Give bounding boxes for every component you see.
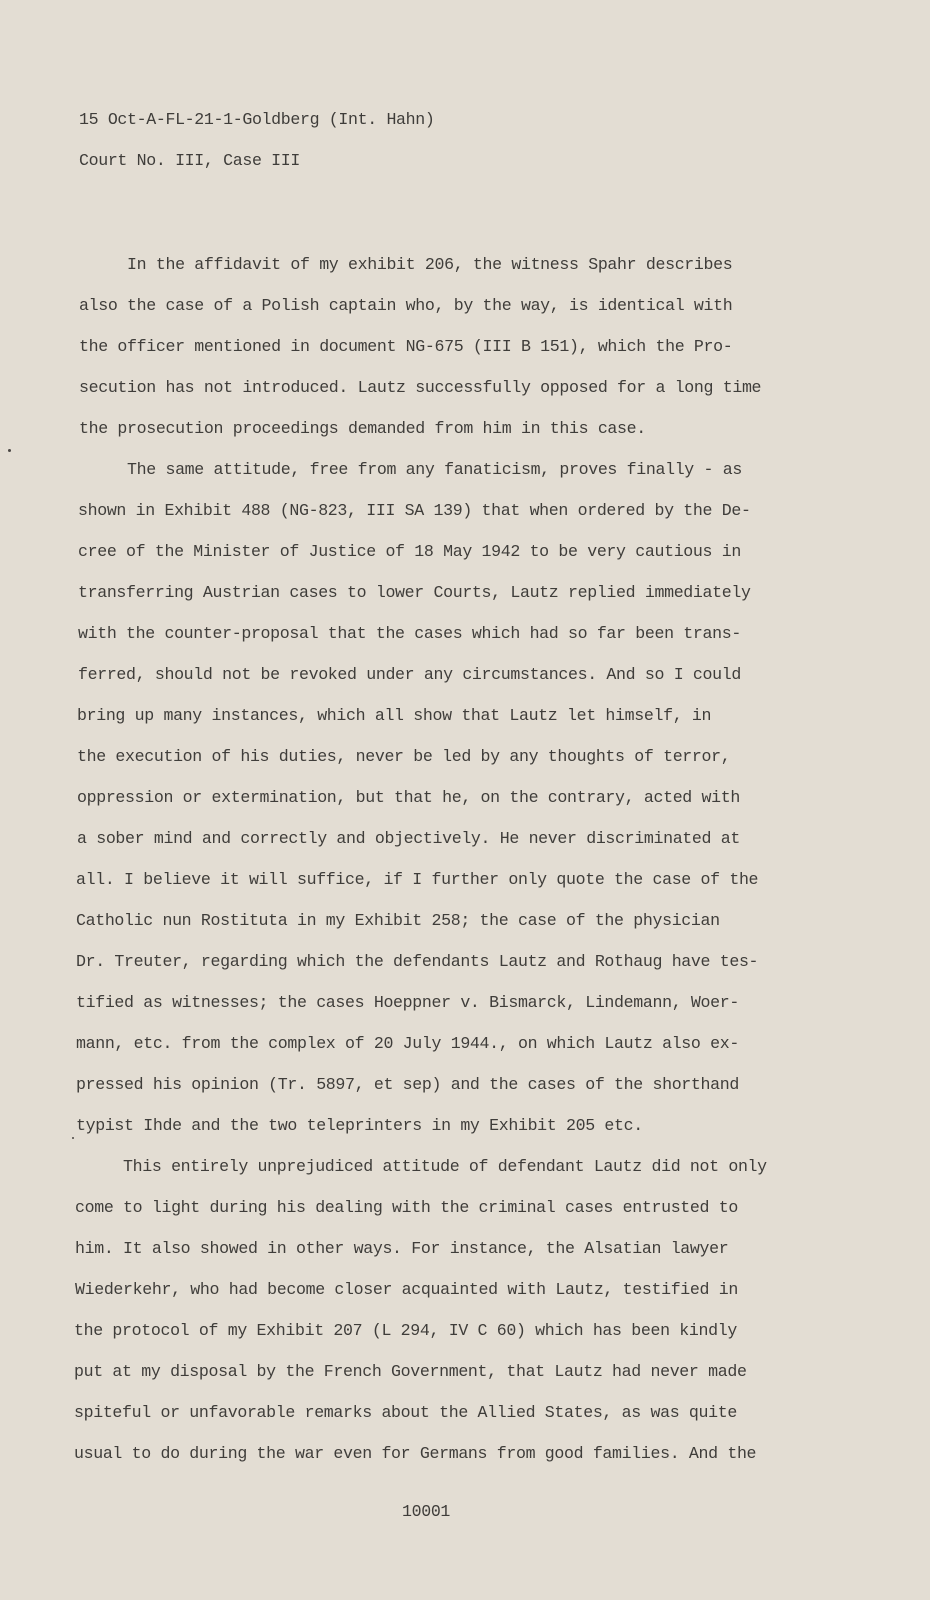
body-line: all. I believe it will suffice, if I further only quote the case of the bbox=[76, 870, 759, 889]
body-line: oppression or extermination, but that he, on the contrary, acted with bbox=[77, 788, 740, 807]
body-line: ferred, should not be revoked under any circumstances. And so I could bbox=[78, 665, 741, 684]
page-number: 10001 bbox=[402, 1502, 451, 1521]
body-line: a sober mind and correctly and objectively. He never discriminated at bbox=[77, 829, 740, 848]
body-line: pressed his opinion (Tr. 5897, et sep) and the cases of the shorthand bbox=[76, 1075, 739, 1094]
body-line: with the counter-proposal that the cases which had so far been trans- bbox=[78, 624, 741, 643]
body-line: put at my disposal by the French Government, that Lautz had never made bbox=[74, 1362, 747, 1381]
body-line: Wiederkehr, who had become closer acquainted with Lautz, testified in bbox=[75, 1280, 738, 1299]
body-line: him. It also showed in other ways. For instance, the Alsatian lawyer bbox=[75, 1239, 729, 1258]
body-line: bring up many instances, which all show that Lautz let himself, in bbox=[77, 706, 712, 725]
body-line: secution has not introduced. Lautz successfully opposed for a long time bbox=[79, 378, 762, 397]
body-line: the prosecution proceedings demanded from him in this case. bbox=[79, 419, 646, 438]
header-line-1: 15 Oct-A-FL-21-1-Goldberg (Int. Hahn) bbox=[79, 110, 435, 129]
body-line: the officer mentioned in document NG-675 (III B 151), which the Pro- bbox=[79, 337, 733, 356]
body-line: transferring Austrian cases to lower Courts, Lautz replied immediately bbox=[78, 583, 751, 602]
body-line: The same attitude, free from any fanaticism, proves finally - as bbox=[79, 460, 742, 479]
body-line: cree of the Minister of Justice of 18 May 1942 to be very cautious in bbox=[78, 542, 741, 561]
body-line: the execution of his duties, never be led by any thoughts of terror, bbox=[77, 747, 731, 766]
body-line: tified as witnesses; the cases Hoeppner v. Bismarck, Lindemann, Woer- bbox=[76, 993, 739, 1012]
body-line: spiteful or unfavorable remarks about the Allied States, as was quite bbox=[74, 1403, 737, 1422]
body-line: Catholic nun Rostituta in my Exhibit 258; the case of the physician bbox=[76, 911, 720, 930]
header-line-2: Court No. III, Case III bbox=[79, 151, 300, 170]
body-line: mann, etc. from the complex of 20 July 1944., on which Lautz also ex- bbox=[76, 1034, 739, 1053]
paper-speck bbox=[8, 449, 11, 452]
body-line: come to light during his dealing with the criminal cases entrusted to bbox=[75, 1198, 738, 1217]
body-line: In the affidavit of my exhibit 206, the witness Spahr describes bbox=[79, 255, 733, 274]
body-line: shown in Exhibit 488 (NG-823, III SA 139) that when ordered by the De- bbox=[78, 501, 751, 520]
body-line: Dr. Treuter, regarding which the defendants Lautz and Rothaug have tes- bbox=[76, 952, 759, 971]
body-line: usual to do during the war even for Germans from good families. And the bbox=[74, 1444, 757, 1463]
body-line: the protocol of my Exhibit 207 (L 294, IV C 60) which has been kindly bbox=[74, 1321, 737, 1340]
paper-speck bbox=[72, 1137, 74, 1139]
body-line: also the case of a Polish captain who, by the way, is identical with bbox=[79, 296, 733, 315]
body-line: typist Ihde and the two teleprinters in my Exhibit 205 etc. bbox=[76, 1116, 643, 1135]
body-line: This entirely unprejudiced attitude of defendant Lautz did not only bbox=[75, 1157, 767, 1176]
